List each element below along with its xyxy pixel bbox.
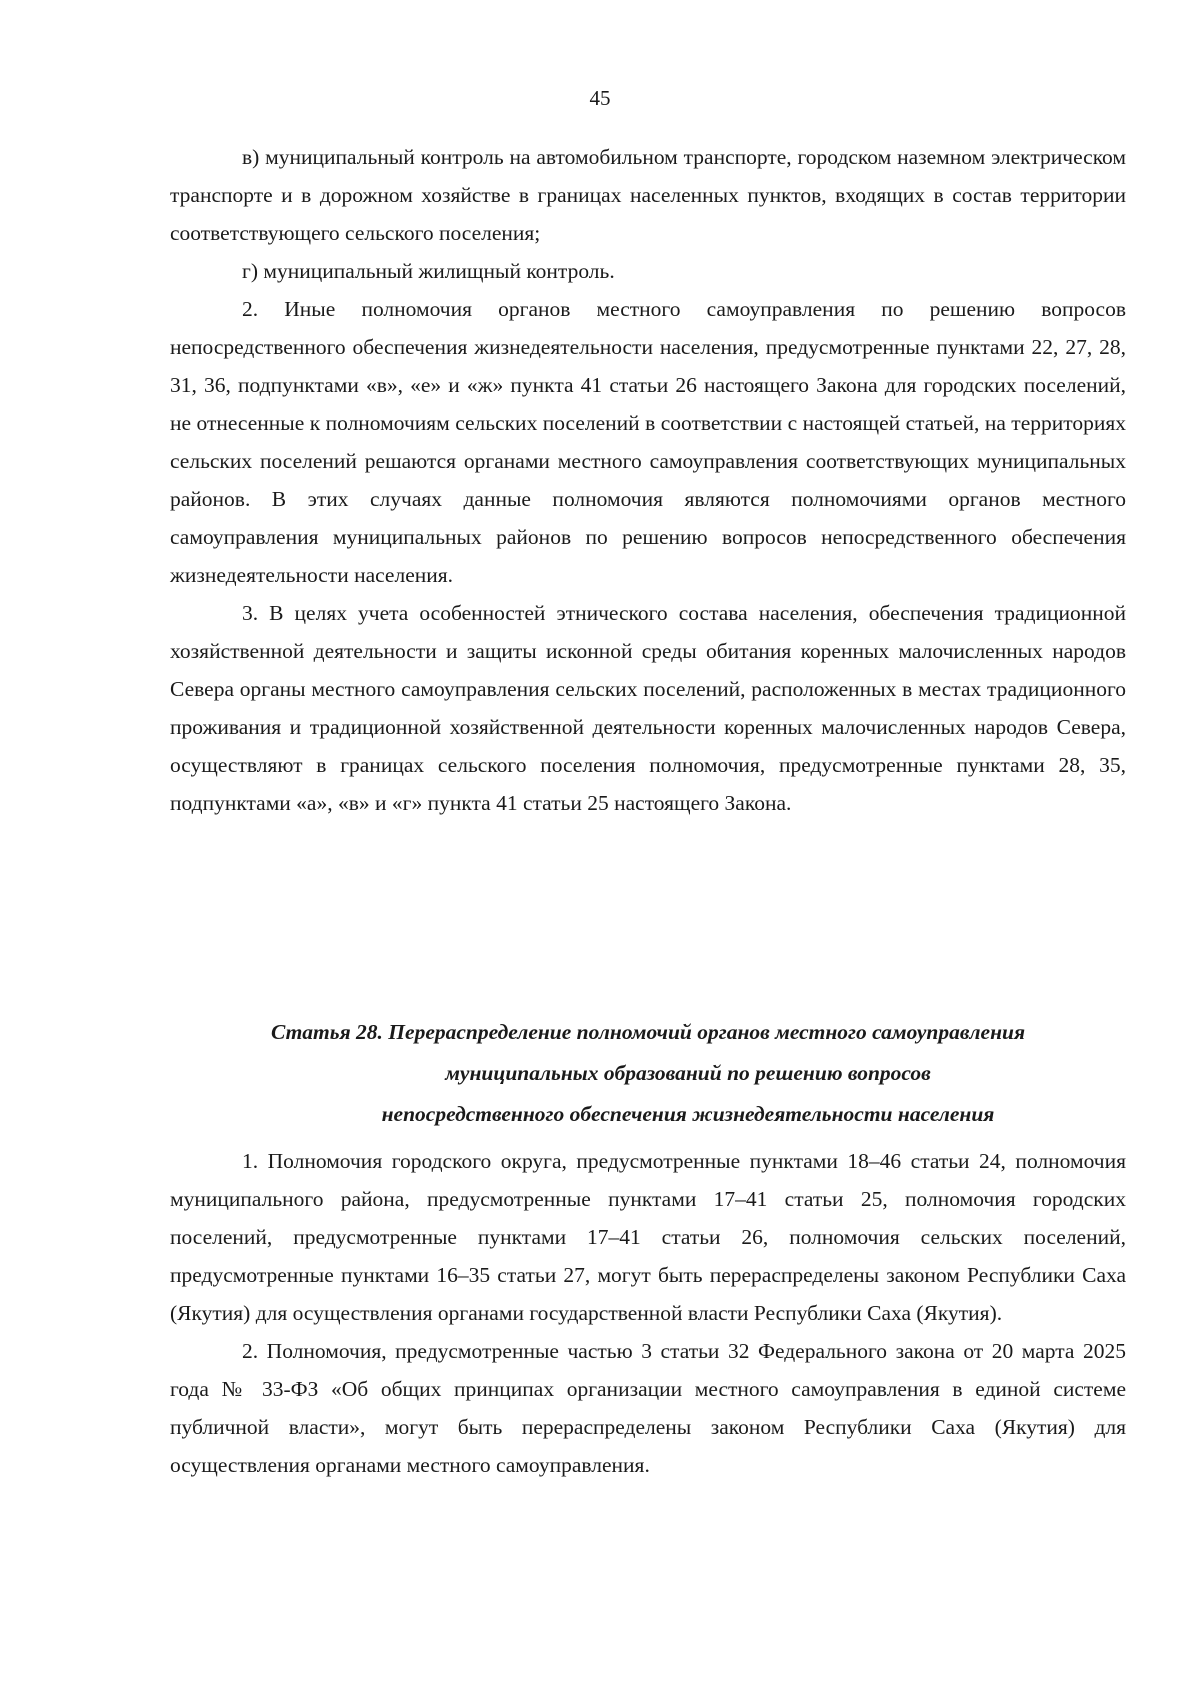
article-heading-line-2: муниципальных образований по решению вопросов (445, 1061, 931, 1085)
paragraph-item-g: г) муниципальный жилищный контроль. (242, 259, 615, 283)
article-body (170, 1142, 1126, 1484)
body-text (170, 138, 1126, 822)
article-heading (170, 1012, 1126, 1135)
page-number: 45 (589, 86, 611, 110)
article-heading-line-1: Статья 28. Перераспределение полномочий органов местного самоуправления (270, 1020, 1026, 1044)
paragraph-point-3: 3. В целях учета особенностей этнического состава населения, обеспечения традиционной хозяйственной деятельности и защиты исконной среды обитания коренных малочисленных народов Севера органы местного самоуправления сельских поселений, расположенных в местах традиционного проживания и традиционной хозяйственной деятельности коренных малочисленных народов Севера, осуществляют в границах сельского поселения полномочия, предусмотренные пунктами 28, 35, подпунктами «а», «в» и «г» пункта 41 статьи 25 настоящего Закона. (170, 601, 1126, 815)
paragraph-item-v: в) муниципальный контроль на автомобильном транспорте, городском наземном электрическом транспорте и в дорожном хозяйстве в границах населенных пунктов, входящих в состав территории соответствующего сельского поселения; (170, 145, 1126, 245)
article-heading-line-3: непосредственного обеспечения жизнедеятельности населения (381, 1102, 995, 1126)
article-paragraph-2: 2. Полномочия, предусмотренные частью 3 статьи 32 Федерального закона от 20 марта 2025 года № 33-ФЗ «Об общих принципах организации местного самоуправления в единой системе публичной власти», могут быть перераспределены законом Республики Саха (Якутия) для осуществления органами местного самоуправления. (170, 1339, 1126, 1477)
paragraph-point-2: 2. Иные полномочия органов местного самоуправления по решению вопросов непосредственного обеспечения жизнедеятельности населения, предусмотренные пунктами 22, 27, 28, 31, 36, подпунктами «в», «е» и «ж» пункта 41 статьи 26 настоящего Закона для городских поселений, не отнесенные к полномочиям сельских поселений в соответствии с настоящей статьей, на территориях сельских поселений решаются органами местного самоуправления соответствующих муниципальных районов. В этих случаях данные полномочия являются полномочиями органов местного самоуправления муниципальных районов по решению вопросов непосредственного обеспечения жизнедеятельности населения. (170, 297, 1126, 587)
article-paragraph-1: 1. Полномочия городского округа, предусмотренные пунктами 18–46 статьи 24, полномочия муниципального района, предусмотренные пунктами 17–41 статьи 25, полномочия городских поселений, предусмотренные пунктами 17–41 статьи 26, полномочия сельских поселений, предусмотренные пунктами 16–35 статьи 27, могут быть перераспределены законом Республики Саха (Якутия) для осуществления органами государственной власти Республики Саха (Якутия). (170, 1149, 1126, 1325)
